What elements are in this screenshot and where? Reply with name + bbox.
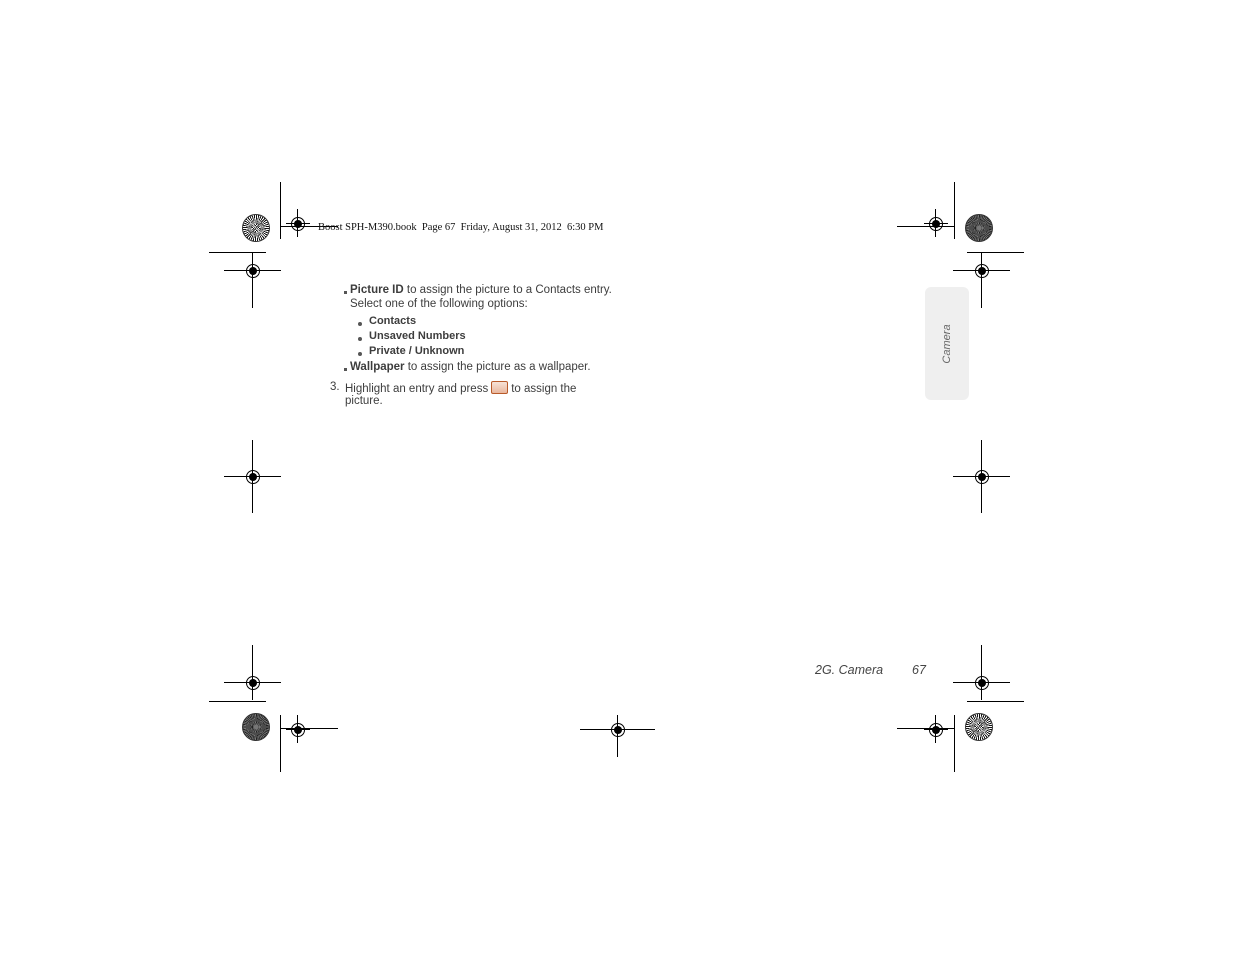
sub-option-contacts: Contacts (369, 315, 417, 327)
option-description: to assign the picture to a Contacts entry. (403, 284, 612, 296)
crop-line (954, 715, 955, 772)
registration-mark (243, 261, 263, 281)
registration-mark (926, 214, 946, 234)
crop-line (280, 715, 281, 772)
crop-line (954, 182, 955, 239)
bullet (358, 337, 362, 341)
sub-option-unsaved-numbers: Unsaved Numbers (369, 330, 466, 342)
file-info-line: Boost SPH-M390.book Page 67 Friday, August 31, 2012 6:30 PM (318, 222, 604, 233)
side-tab-label: Camera (941, 323, 953, 364)
step-number: 3. (330, 381, 340, 393)
footer-page-number: 67 (912, 663, 926, 677)
sub-option-private-unknown: Private / Unknown (369, 345, 465, 357)
starburst-mark (242, 713, 270, 741)
registration-mark (243, 673, 263, 693)
option-label: Picture ID (350, 284, 404, 296)
option-continuation: Select one of the following options: (350, 298, 528, 310)
registration-mark (972, 261, 992, 281)
section-side-tab (925, 287, 969, 400)
registration-mark (608, 720, 628, 740)
crop-line (967, 701, 1024, 702)
crop-line (967, 252, 1024, 253)
bullet (344, 291, 347, 294)
registration-mark (972, 673, 992, 693)
step-text: Highlight an entry and press (345, 383, 489, 395)
step-text: to assign the (511, 383, 577, 395)
option-description: to assign the picture as a wallpaper. (404, 361, 591, 373)
registration-mark (243, 467, 263, 487)
starburst-mark (965, 214, 993, 242)
crop-line (209, 701, 266, 702)
footer-section: 2G. Camera (815, 663, 884, 677)
bullet (358, 352, 362, 356)
step-instruction (345, 381, 576, 395)
bullet (358, 322, 362, 326)
registration-mark (972, 467, 992, 487)
crop-line (209, 252, 266, 253)
option-wallpaper (350, 361, 591, 373)
option-picture-id (350, 284, 612, 296)
option-label: Wallpaper (350, 361, 405, 373)
bullet (344, 368, 347, 371)
registration-mark (926, 720, 946, 740)
step-continuation: picture. (345, 395, 383, 407)
registration-mark (288, 214, 308, 234)
starburst-mark (965, 713, 993, 741)
menu-ok-key-icon (491, 381, 508, 394)
crop-line (280, 182, 281, 239)
registration-mark (288, 720, 308, 740)
starburst-mark (242, 214, 270, 242)
